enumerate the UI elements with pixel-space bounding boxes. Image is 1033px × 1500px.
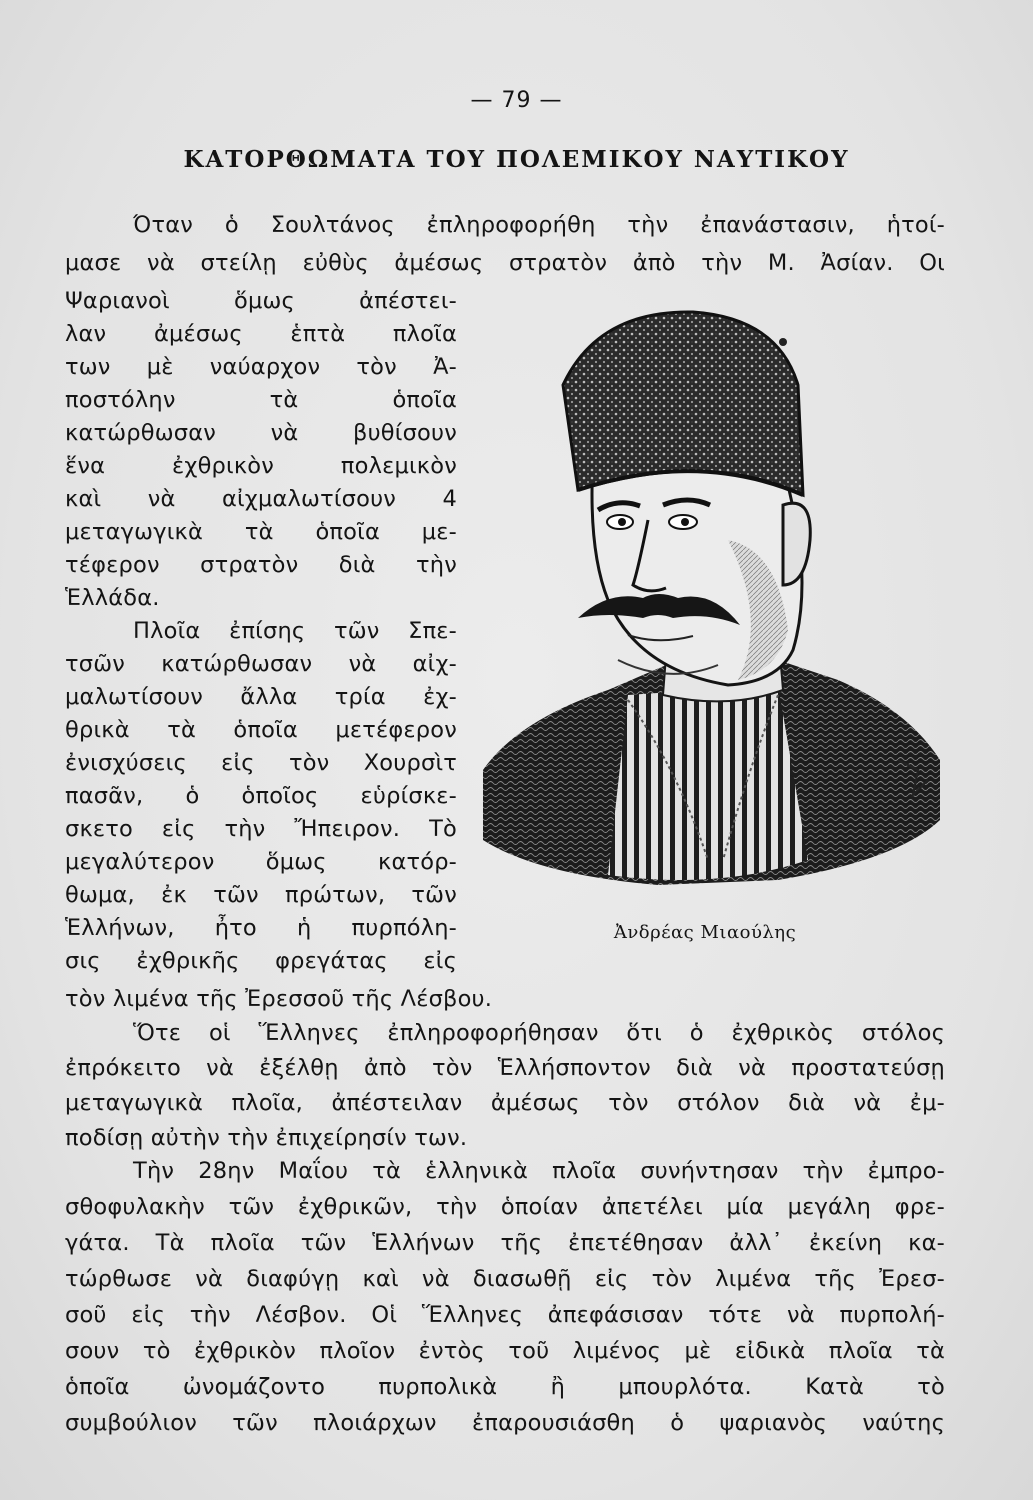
text-line: μεγαλύτερον ὅμως κατόρ- (65, 849, 457, 875)
text-line: Τὴν 28ην Μαΐου τὰ ἑλληνικὰ πλοῖα συνήντησαν τὴν ἐμπρο- (133, 1158, 945, 1184)
text-line: σις ἐχθρικῆς φρεγάτας εἰς (65, 948, 457, 974)
text-line: τὸν λιμένα τῆς Ἐρεσσοῦ τῆς Λέσβου. (65, 986, 493, 1012)
text-line: λαν ἀμέσως ἑπτὰ πλοῖα (65, 321, 457, 347)
page-number: — 79 — (470, 88, 563, 113)
text-line: Ἑλλήνων, ἦτο ἡ πυρπόλη- (65, 915, 457, 941)
text-line: τσῶν κατώρθωσαν νὰ αἰχ- (65, 651, 457, 677)
text-line: ἕνα ἐχθρικὸν πολεμικὸν (65, 453, 457, 479)
text-line: μαλωτίσουν ἄλλα τρία ἐχ- (65, 684, 457, 710)
text-line: Ψαριανοὶ ὅμως ἀπέστει- (65, 288, 457, 314)
text-line: πασᾶν, ὁ ὁποῖος εὑρίσκε- (65, 783, 457, 809)
text-line: καὶ νὰ αἰχμαλωτίσουν 4 (65, 486, 457, 512)
portrait-caption: Ἀνδρέας Μιαούλης (613, 922, 797, 943)
text-line: ποστόλην τὰ ὁποῖα (65, 387, 457, 413)
text-line: ἐπρόκειτο νὰ ἐξέλθῃ ἀπὸ τὸν Ἑλλήσποντον διὰ νὰ προστατεύσῃ (65, 1055, 945, 1081)
text-line: θρικὰ τὰ ὁποῖα μετέφερον (65, 717, 457, 743)
text-line: θωμα, ἐκ τῶν πρώτων, τῶν (65, 882, 457, 908)
text-line: τέφερον στρατὸν διὰ τὴν (65, 552, 457, 578)
text-line: Όταν ὁ Σουλτάνος ἐπληροφορήθη τὴν ἐπανάστασιν, ἡτοί- (133, 212, 945, 238)
text-line: Ἑλλάδα. (65, 585, 160, 611)
text-line: ὁποῖα ὠνομάζοντο πυρπολικὰ ἢ μπουρλότα. Κατὰ τὸ (65, 1374, 945, 1400)
chapter-title: ΚΑΤΟΡΘΩΜΑΤΑ ΤΟΥ ΠΟΛΕΜΙΚΟΥ ΝΑΥΤΙΚΟΥ (183, 146, 850, 173)
text-line: Ὅτε οἱ Ἕλληνες ἐπληροφορήθησαν ὅτι ὁ ἐχθρικὸς στόλος (133, 1020, 945, 1046)
text-line: των μὲ ναύαρχον τὸν Ἀ- (65, 354, 457, 380)
text-line: Πλοῖα ἐπίσης τῶν Σπε- (133, 618, 457, 644)
text-line: κατώρθωσαν νὰ βυθίσουν (65, 420, 457, 446)
portrait-engraving-icon (478, 300, 948, 920)
text-line: σκετο εἰς τὴν Ἤπειρον. Τὸ (65, 816, 457, 842)
text-line: σθοφυλακὴν τῶν ἐχθρικῶν, τὴν ὁποίαν ἀπετέλει μία μεγάλη φρε- (65, 1194, 945, 1220)
text-line: γάτα. Τὰ πλοῖα τῶν Ἑλλήνων τῆς ἐπετέθησαν ἀλλ᾽ ἐκείνη κα- (65, 1230, 945, 1256)
text-line: μεταγωγικὰ πλοῖα, ἀπέστειλαν ἀμέσως τὸν στόλον διὰ νὰ ἐμ- (65, 1090, 945, 1116)
text-line: σουν τὸ ἐχθρικὸν πλοῖον ἐντὸς τοῦ λιμένος μὲ εἰδικὰ πλοῖα τὰ (65, 1338, 945, 1364)
text-line: μασε νὰ στείλῃ εὐθὺς ἀμέσως στρατὸν ἀπὸ τὴν Μ. Ἀσίαν. Οι (65, 250, 945, 276)
text-line: μεταγωγικὰ τὰ ὁποῖα με- (65, 519, 457, 545)
text-line: ἐνισχύσεις εἰς τὸν Χουρσὶτ (65, 750, 457, 776)
text-line: τώρθωσε νὰ διαφύγῃ καὶ νὰ διασωθῇ εἰς τὸν λιμένα τῆς Ἐρεσ- (65, 1266, 945, 1292)
text-line: συμβούλιον τῶν πλοιάρχων ἐπαρουσιάσθη ὁ ψαριανὸς ναύτης (65, 1410, 945, 1436)
text-line: ποδίσῃ αὐτὴν τὴν ἐπιχείρησίν των. (65, 1125, 468, 1151)
text-line: σοῦ εἰς τὴν Λέσβον. Οἱ Ἕλληνες ἀπεφάσισαν τότε νὰ πυρπολή- (65, 1302, 945, 1328)
